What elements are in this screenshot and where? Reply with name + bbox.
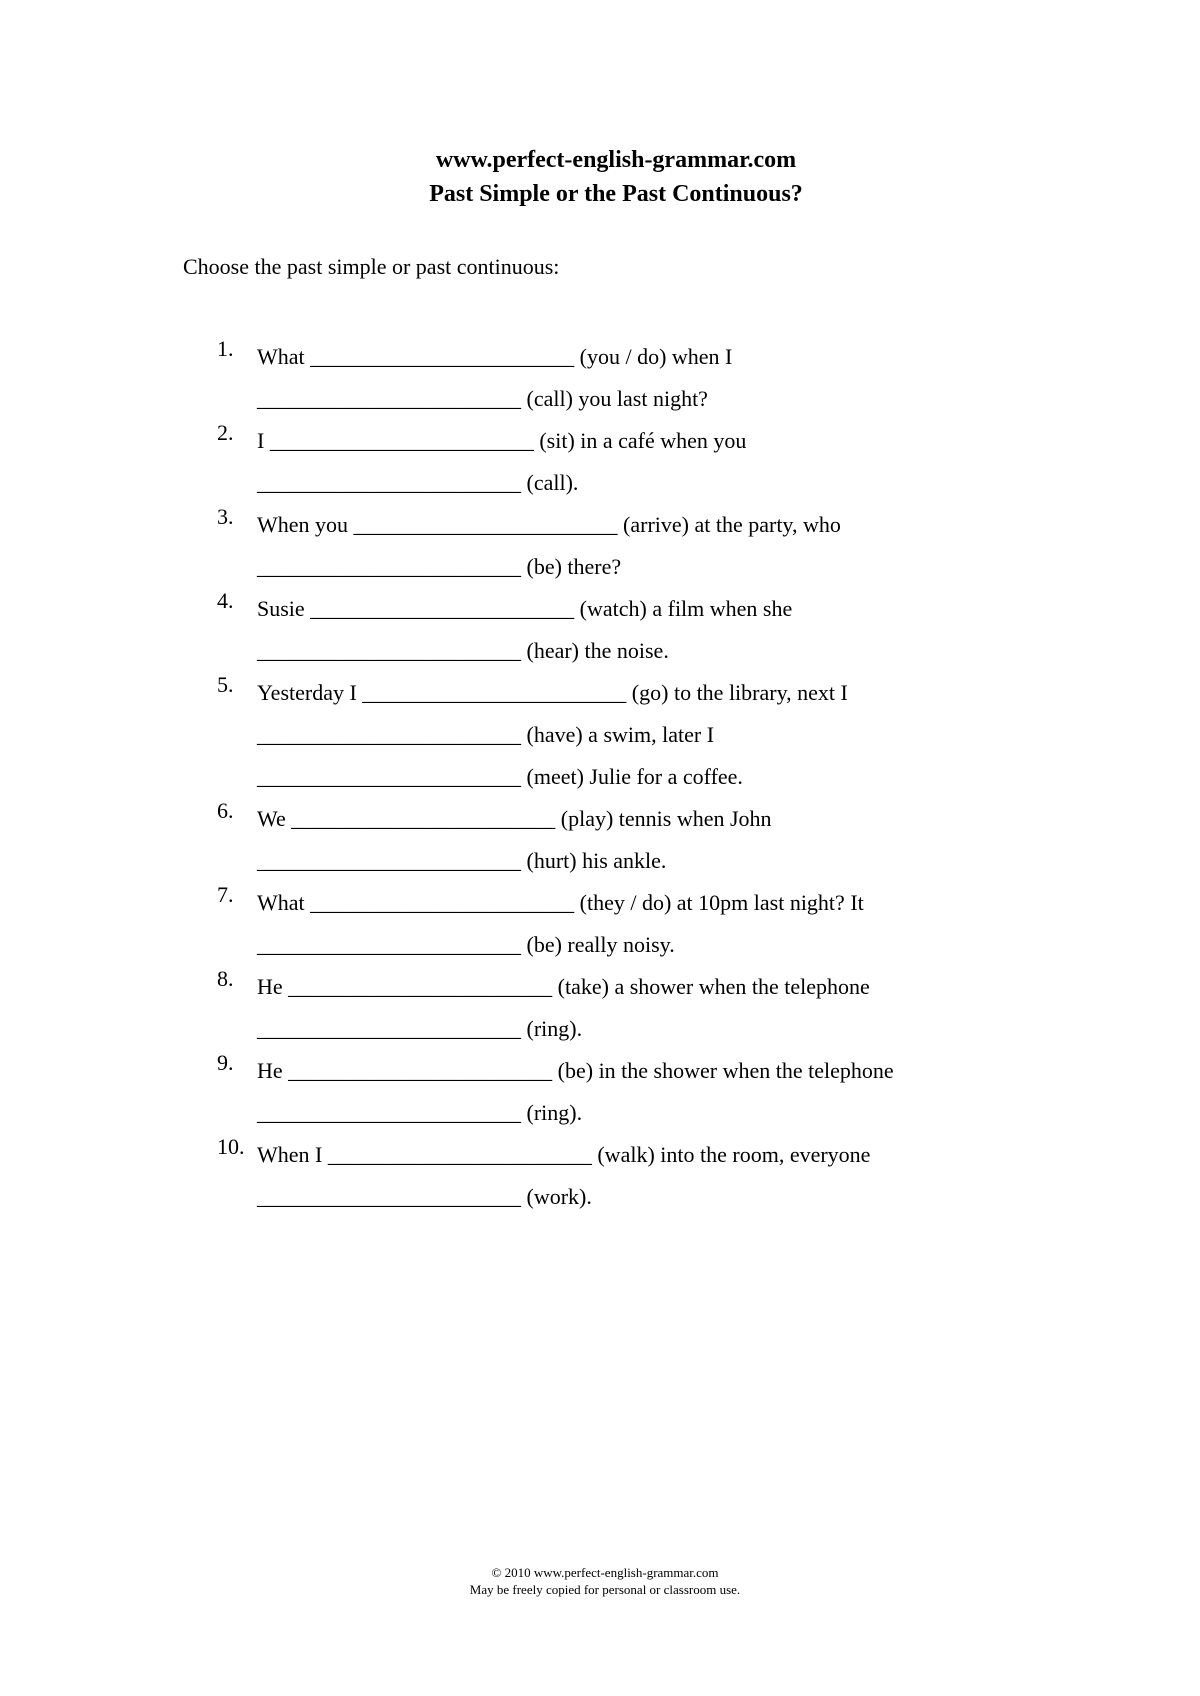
exercise-line: ________________________ (hear) the noise.: [257, 638, 669, 663]
exercise-line: ________________________ (work).: [257, 1184, 592, 1209]
exercise-number: 7.: [217, 882, 234, 907]
exercise-line: We ________________________ (play) tennis when John: [257, 806, 772, 831]
exercise-item: [217, 336, 997, 420]
exercise-line: He ________________________ (take) a shower when the telephone: [257, 974, 870, 999]
exercise-line: ________________________ (be) really noisy.: [257, 932, 675, 957]
exercise-number: 2.: [217, 420, 234, 445]
exercise-line: ________________________ (be) there?: [257, 554, 622, 579]
exercise-item: [217, 588, 997, 672]
exercise-item: [217, 672, 997, 798]
instruction-text: Choose the past simple or past continuous:: [183, 254, 560, 279]
exercise-line: ________________________ (hurt) his ankle.: [257, 848, 667, 873]
exercise-item: [217, 882, 997, 966]
usage-note: May be freely copied for personal or classroom use.: [469, 1582, 741, 1597]
exercise-line: ________________________ (ring).: [257, 1100, 583, 1125]
exercise-item: [217, 966, 997, 1050]
exercise-line: ________________________ (ring).: [257, 1016, 583, 1041]
exercise-number: 3.: [217, 504, 234, 529]
exercise-line: He ________________________ (be) in the shower when the telephone: [257, 1058, 894, 1083]
exercise-number: 1.: [217, 336, 234, 361]
site-url: www.perfect-english-grammar.com: [435, 147, 797, 173]
exercise-list: [217, 336, 997, 1218]
exercise-number: 8.: [217, 966, 234, 991]
exercise-number: 6.: [217, 798, 234, 823]
exercise-line: ________________________ (have) a swim, later I: [257, 722, 715, 747]
copyright-notice: © 2010 www.perfect-english-grammar.com: [491, 1565, 719, 1580]
exercise-item: [217, 420, 997, 504]
exercise-line: Yesterday I ________________________ (go) to the library, next I: [257, 680, 848, 705]
exercise-line: ________________________ (call).: [257, 470, 579, 495]
exercise-item: [217, 1134, 997, 1218]
exercise-line: ________________________ (call) you last night?: [257, 386, 708, 411]
exercise-number: 5.: [217, 672, 234, 697]
exercise-line: ________________________ (meet) Julie for a coffee.: [257, 764, 743, 789]
exercise-item: [217, 798, 997, 882]
exercise-line: When you ________________________ (arrive) at the party, who: [257, 512, 841, 537]
exercise-item: [217, 504, 997, 588]
exercise-line: Susie ________________________ (watch) a film when she: [257, 596, 793, 621]
header: [0, 143, 1200, 211]
exercise-line: What ________________________ (they / do) at 10pm last night? It: [257, 890, 864, 915]
exercise-number: 10.: [217, 1134, 245, 1159]
exercise-number: 4.: [217, 588, 234, 613]
exercise-line: What ________________________ (you / do) when I: [257, 344, 733, 369]
exercise-line: I ________________________ (sit) in a café when you: [257, 428, 747, 453]
exercise-number: 9.: [217, 1050, 234, 1075]
exercise-line: When I ________________________ (walk) into the room, everyone: [257, 1142, 871, 1167]
exercise-item: [217, 1050, 997, 1134]
page-title: Past Simple or the Past Continuous?: [429, 181, 803, 207]
footer: [0, 1564, 1200, 1598]
